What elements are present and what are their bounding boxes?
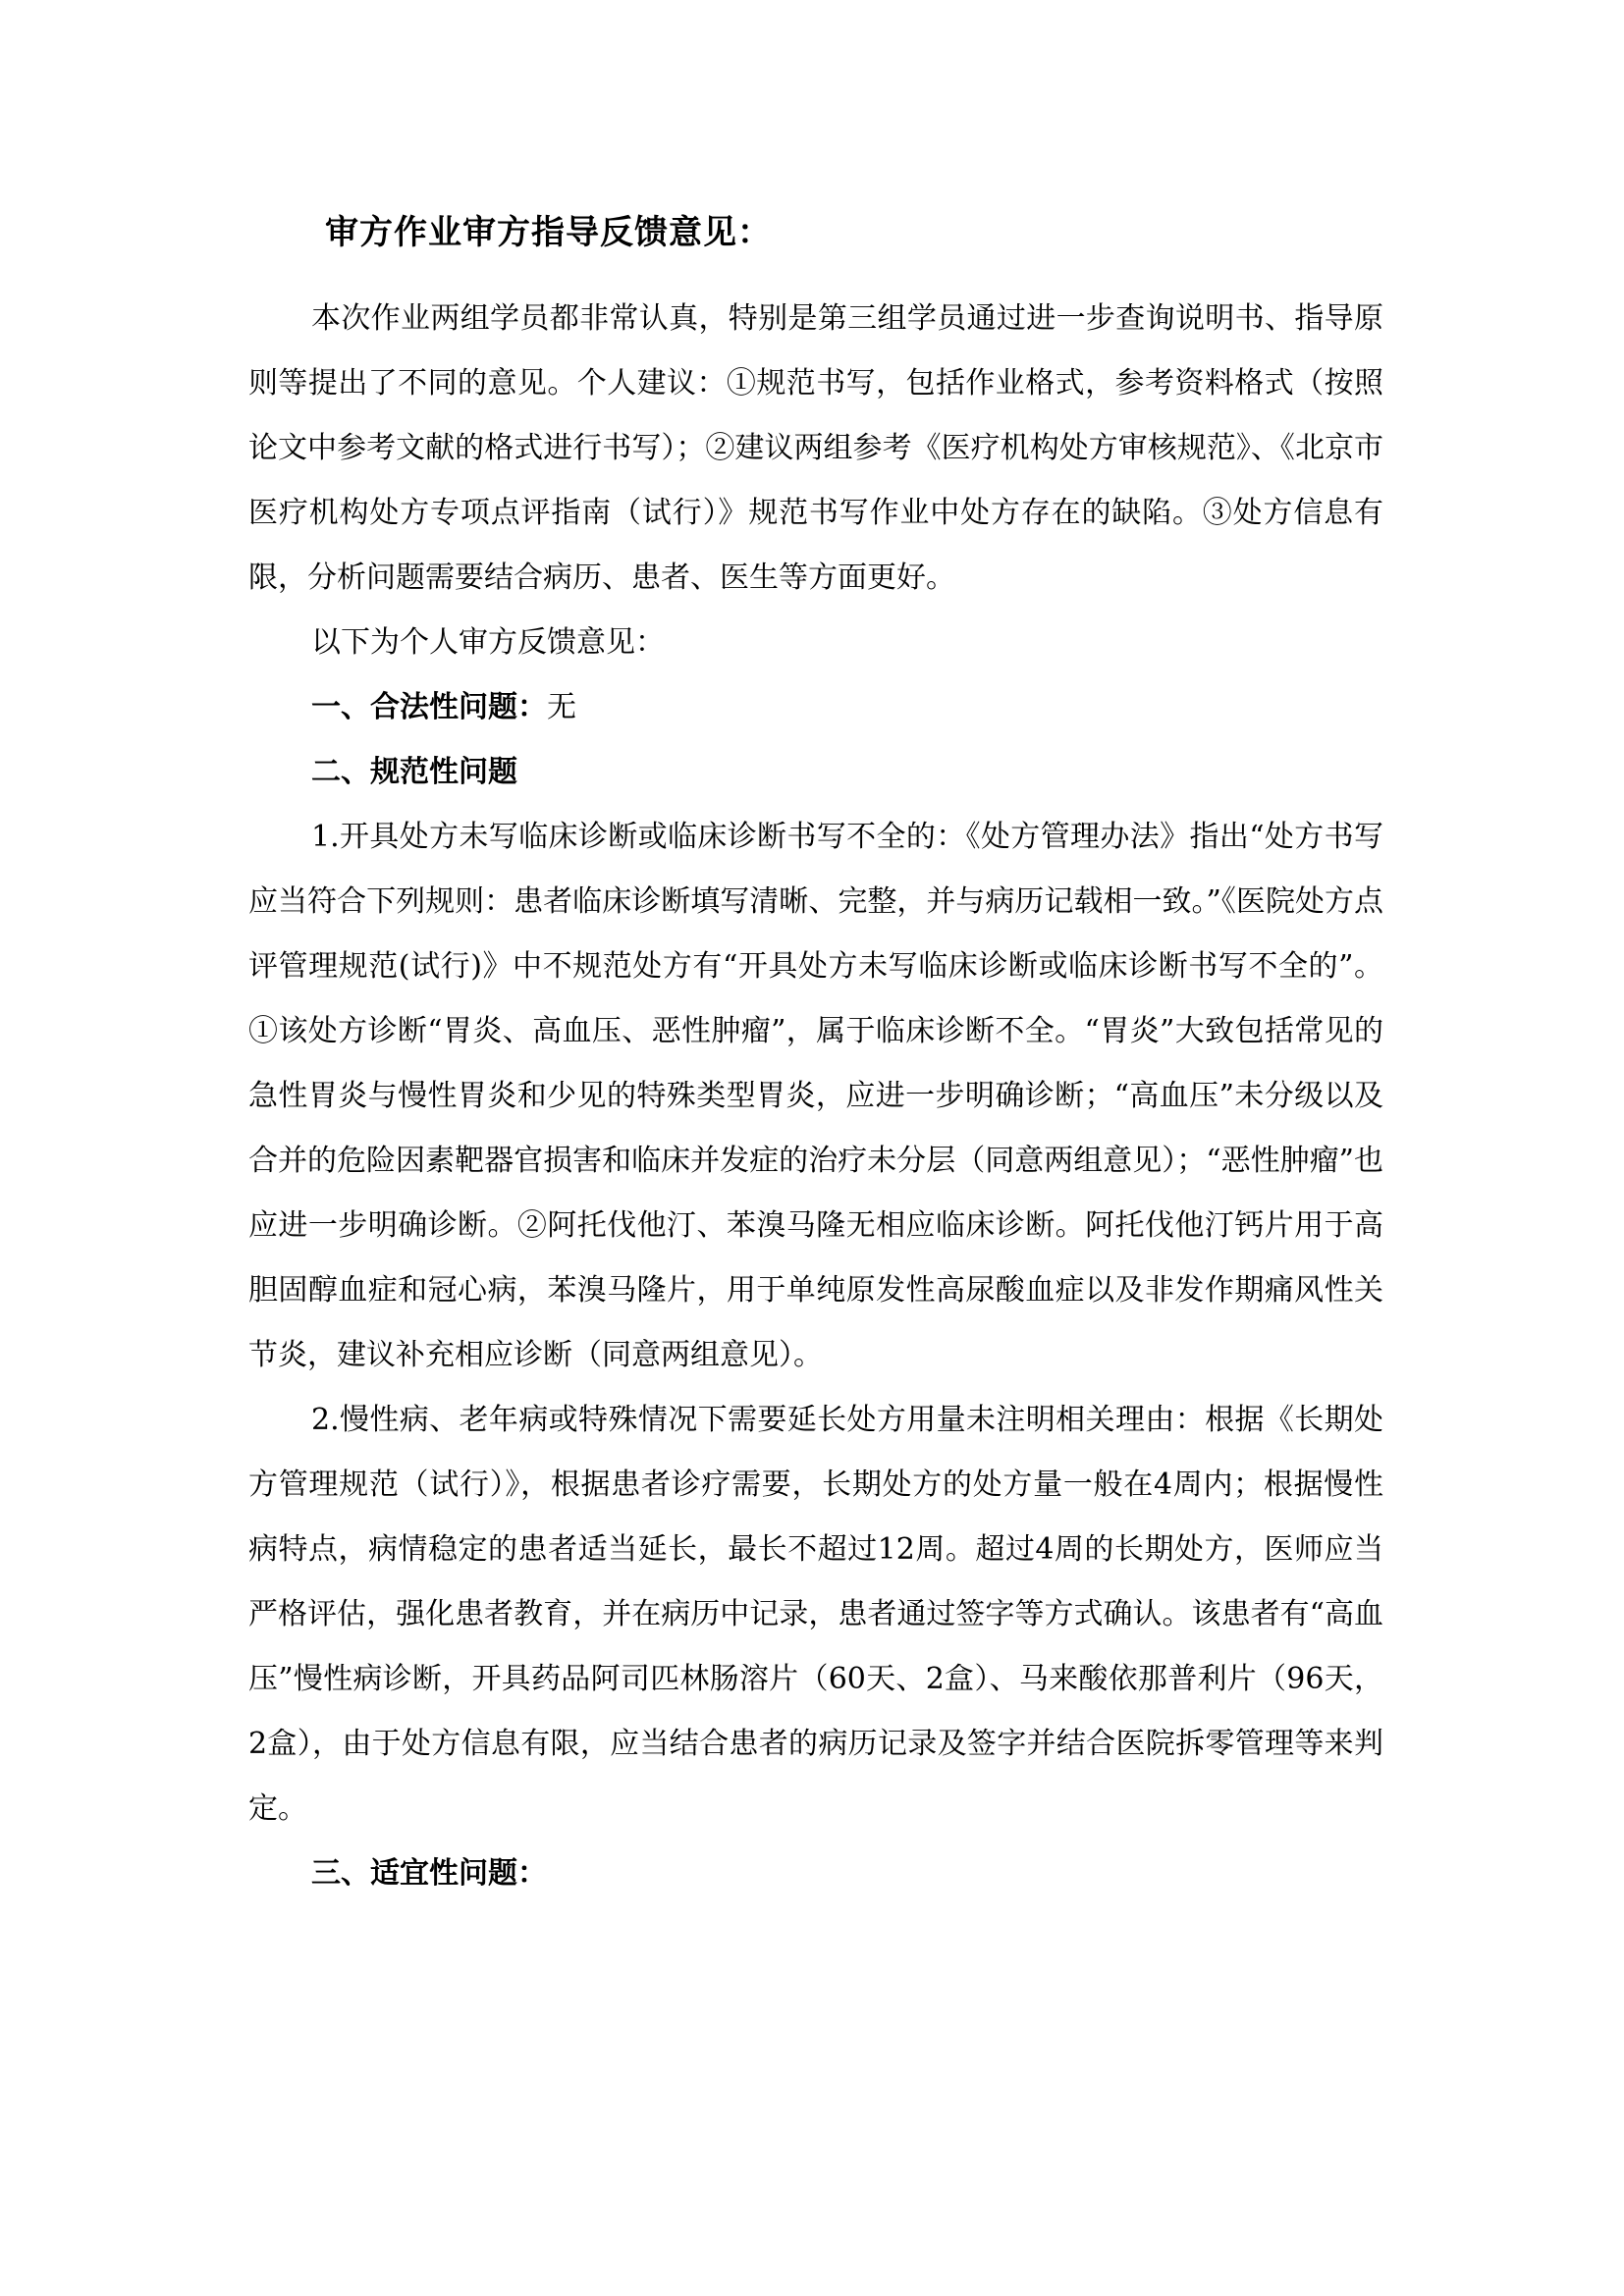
section-legality [248,675,1383,740]
lead-in-text: 以下为个人审方反馈意见： [311,625,665,660]
section-legality-heading: 一、合法性问题： [311,690,547,724]
standardization-item-1: 1.开具处方未写临床诊断或临床诊断书写不全的：《处方管理办法》指出“处方书写应当符合下列规则：患者临床诊断填写清晰、完整，并与病历记载相一致。”《医院处方点评管理规范(试行)》中不规范处方有“开具处方未写临床诊断或临床诊断书写不全的”。①该处方诊断“胃炎、高血压、恶性肿瘤”，属于临床诊断不全。“胃炎”大致包括常见的急性胃炎与慢性胃炎和少见的特殊类型胃炎，应进一步明确诊断；“高血压”未分级以及合并的危险因素靶器官损害和临床并发症的治疗未分层（同意两组意见）；“恶性肿瘤”也应进一步明确诊断。②阿托伐他汀、苯溴马隆无相应临床诊断。阿托伐他汀钙片用于高胆固醇血症和冠心病，苯溴马隆片，用于单纯原发性高尿酸血症以及非发作期痛风性关节炎，建议补充相应诊断（同意两组意见）。 [248,820,1383,1372]
section-appropriateness [248,1842,1383,1906]
section-appropriateness-heading: 三、适宜性问题： [311,1856,547,1891]
document-title: 审方作业审方指导反馈意见： [325,213,772,252]
section-standardization [248,740,1383,805]
document-body [248,208,1383,1906]
section-standardization-heading: 二、规范性问题 [311,755,517,789]
standardization-item-2: 2.慢性病、老年病或特殊情况下需要延长处方用量未注明相关理由：根据《长期处方管理规范（试行）》，根据患者诊疗需要，长期处方的处方量一般在4周内；根据慢性病特点，病情稳定的患者适当延长，最长不超过12周。超过4周的长期处方，医师应当严格评估，强化患者教育，并在病历中记录，患者通过签字等方式确认。该患者有“高血压”慢性病诊断，开具药品阿司匹林肠溶片（60天、2盒）、马来酸依那普利片（96天，2盒），由于处方信息有限，应当结合患者的病历记录及签字并结合医院拆零管理等来判定。 [248,1403,1383,1826]
section-legality-value: 无 [547,690,576,724]
intro-paragraph: 本次作业两组学员都非常认真，特别是第三组学员通过进一步查询说明书、指导原则等提出了不同的意见。个人建议：①规范书写，包括作业格式，参考资料格式（按照论文中参考文献的格式进行书写）；②建议两组参考《医疗机构处方审核规范》、《北京市医疗机构处方专项点评指南（试行）》规范书写作业中处方存在的缺陷。③处方信息有限，分析问题需要结合病历、患者、医生等方面更好。 [248,301,1383,595]
